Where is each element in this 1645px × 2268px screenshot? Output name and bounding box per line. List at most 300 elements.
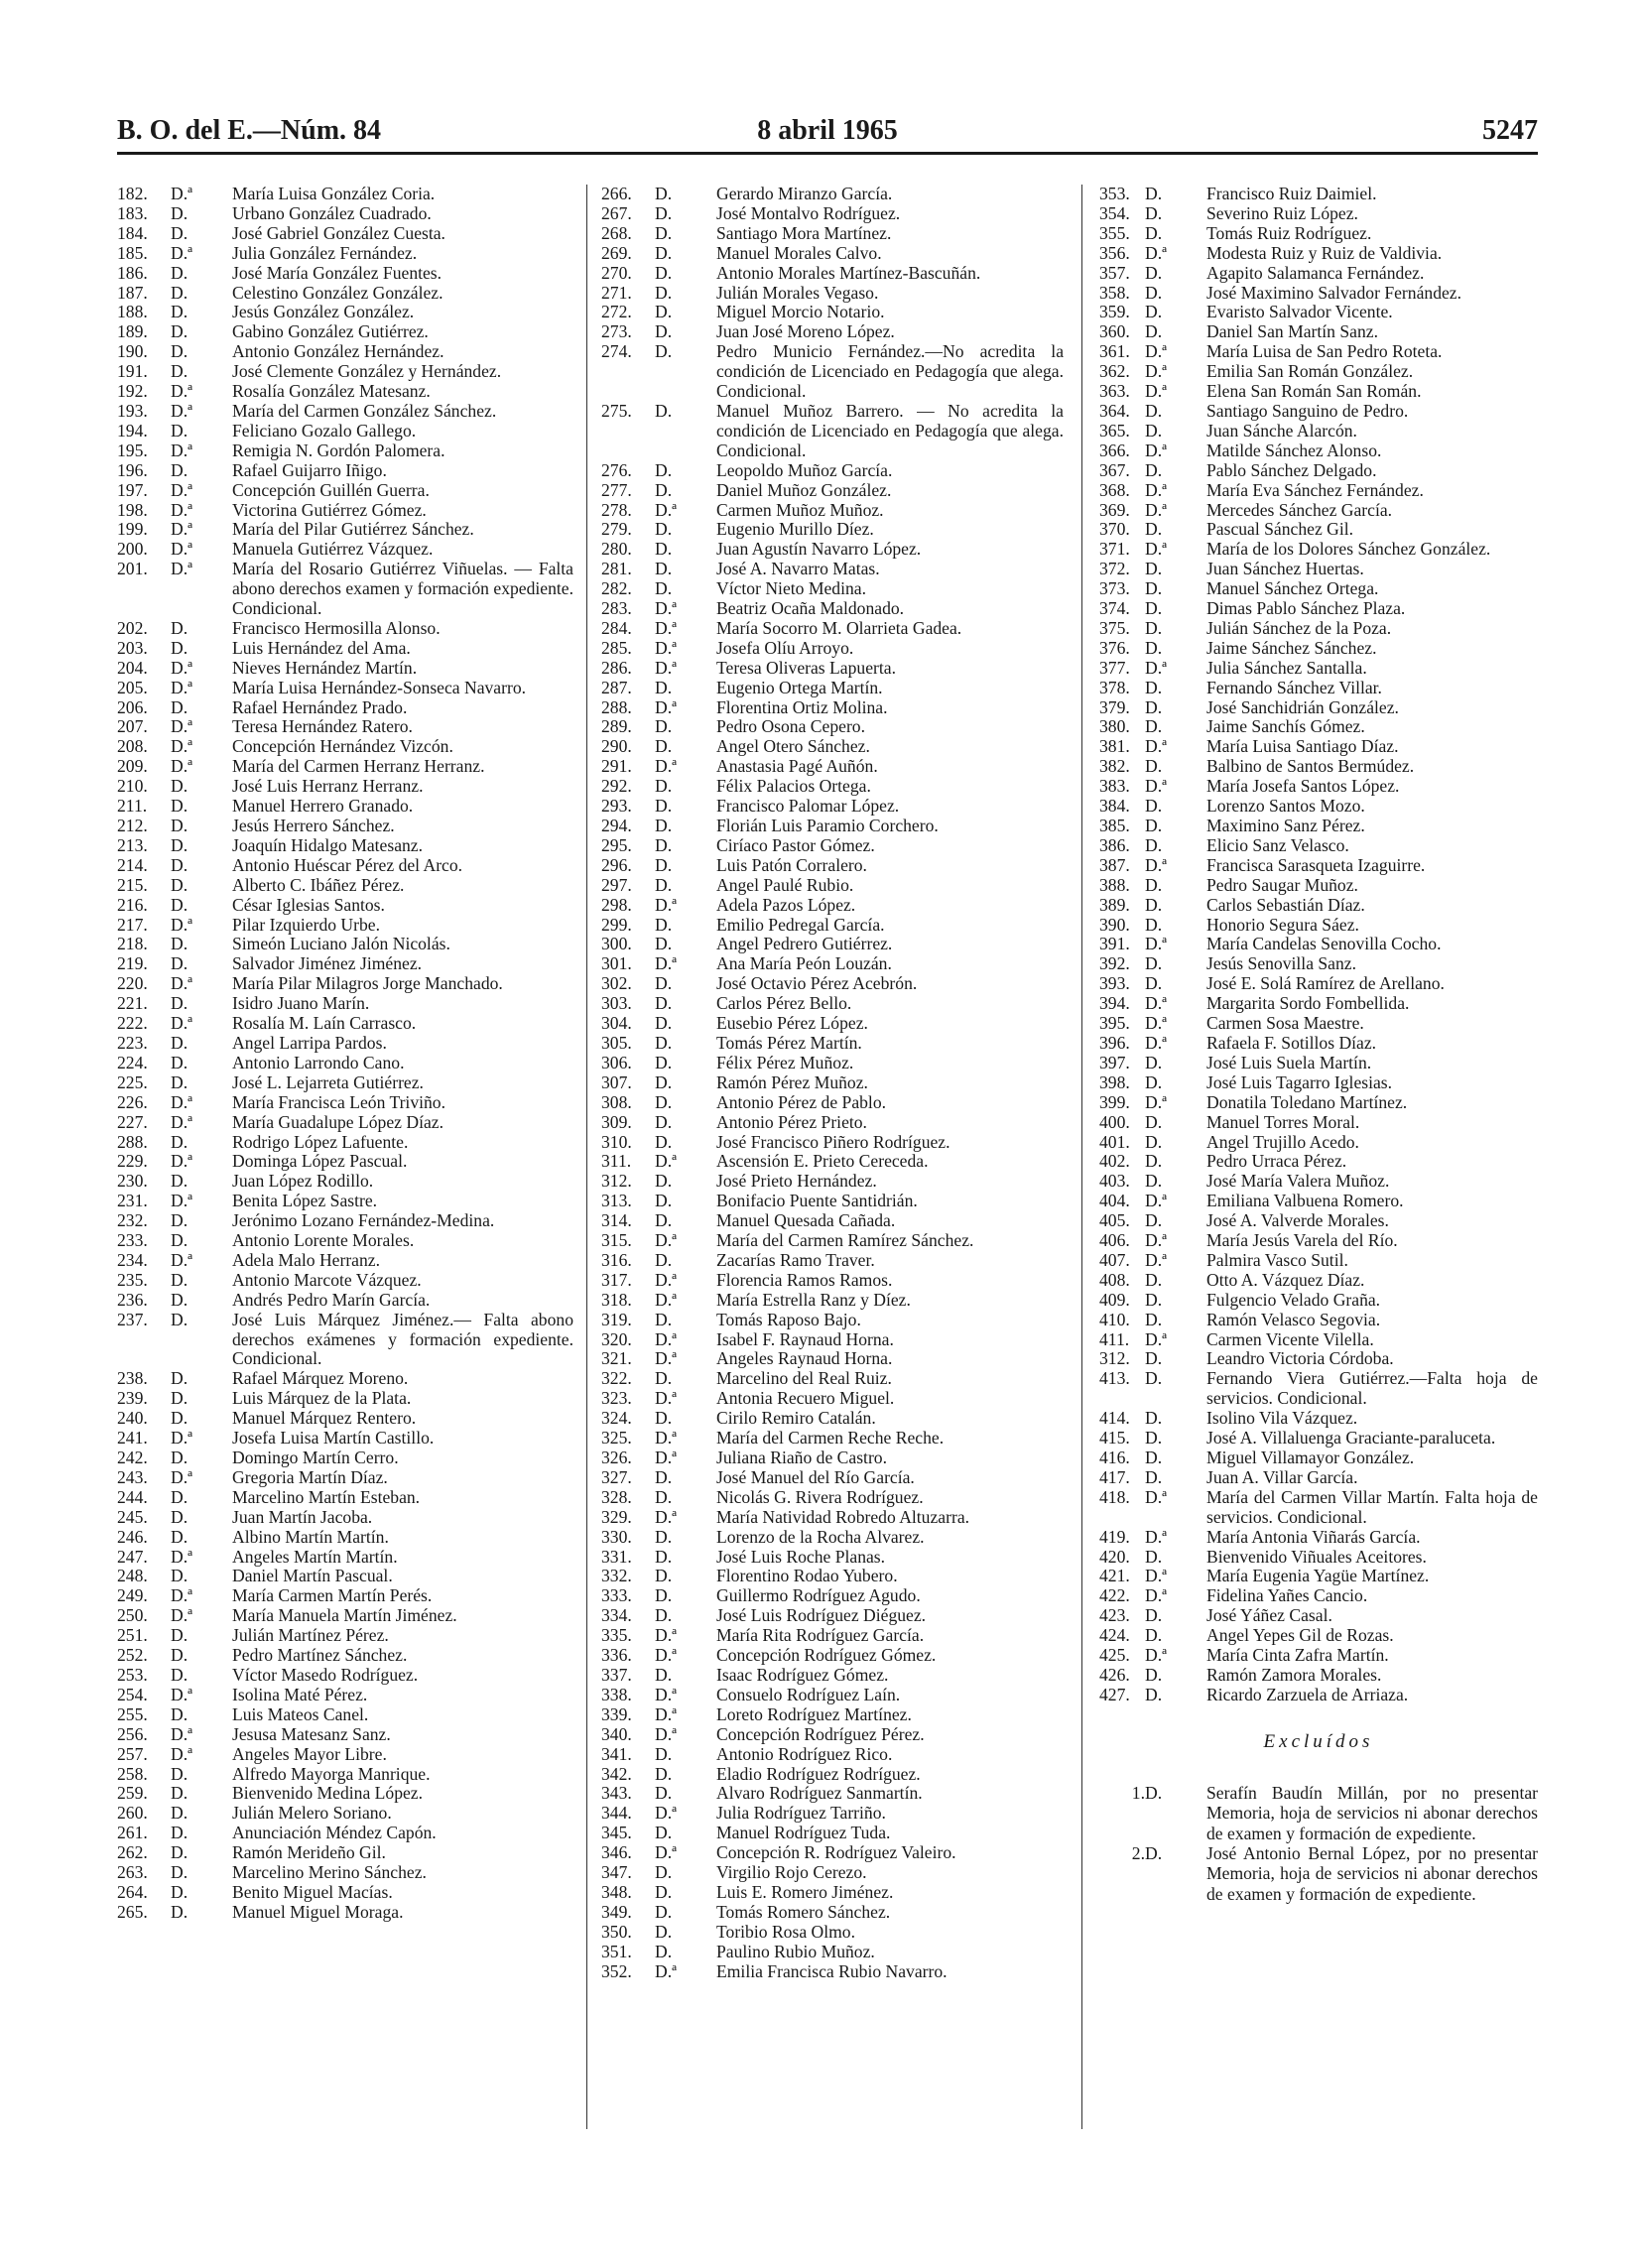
entry-title: D.: [655, 519, 673, 540]
entry-title: D.ª: [171, 400, 192, 421]
entry-title: D.ª: [1145, 934, 1167, 954]
list-item: [1099, 501, 1538, 521]
entry-name: Elena San Román San Román.: [1206, 381, 1422, 402]
entry-name: Benita López Sastre.: [232, 1191, 378, 1211]
list-item: [117, 1054, 573, 1073]
entry-name: Urbano González Cuadrado.: [232, 202, 432, 223]
entry-title: D.: [171, 776, 189, 797]
entry-name: Jerónimo Lozano Fernández-Medina.: [232, 1210, 495, 1231]
entry-title: D.ª: [1145, 1566, 1167, 1586]
entry-number: 349.: [601, 1901, 632, 1922]
entry-name: José Luis Rodríguez Diéguez.: [716, 1605, 927, 1626]
entry-name: Alvaro Rodríguez Sanmartín.: [716, 1783, 923, 1804]
entry-title: D.ª: [1145, 479, 1167, 500]
entry-name: Juan López Rodillo.: [232, 1171, 374, 1192]
entry-title: D.: [171, 834, 189, 855]
list-item: [601, 1962, 1064, 1982]
entry-name: Emilia San Román González.: [1206, 361, 1414, 382]
entry-title: D.: [655, 1862, 673, 1883]
list-item: [601, 1291, 1064, 1311]
entry-name: Leandro Victoria Córdoba.: [1206, 1348, 1394, 1369]
entry-title: D.ª: [1145, 1013, 1167, 1034]
entry-number: 257.: [117, 1743, 148, 1764]
entry-title: D.: [655, 341, 673, 362]
entry-name: Paulino Rubio Muñoz.: [716, 1941, 875, 1961]
entry-name: Evaristo Salvador Vicente.: [1206, 302, 1393, 322]
list-item: [117, 954, 573, 974]
entry-number: 2.: [1131, 1843, 1145, 1863]
entry-name: Concepción Rodríguez Gómez.: [716, 1645, 937, 1666]
entry-name: Salvador Jiménez Jiménez.: [232, 953, 423, 974]
entry-number: 361.: [1099, 341, 1130, 362]
entry-title: D.: [655, 1309, 673, 1329]
entry-title: D.: [655, 1783, 673, 1804]
entry-title: D.: [1145, 1348, 1163, 1369]
entry-title: D.: [1145, 973, 1163, 994]
entry-name: Rosalía M. Laín Carrasco.: [232, 1013, 417, 1034]
entry-title: D.ª: [655, 499, 677, 520]
entry-name: Pedro Municio Fernández.—No acredita la condición de Licenciado en Pedagogía que alega. Condicional.: [716, 341, 1064, 402]
list-item: [1099, 1646, 1538, 1666]
entry-title: D.: [655, 400, 673, 421]
list-item: [1099, 1093, 1538, 1113]
entry-name: Angel Pedrero Gutiérrez.: [716, 934, 893, 954]
list-item: [1099, 679, 1538, 698]
entry-name: Daniel Muñoz González.: [716, 479, 892, 500]
entry-name: Rosalía González Matesanz.: [232, 381, 431, 402]
entry-name: Celestino González González.: [232, 282, 443, 303]
entry-number: 370.: [1099, 519, 1130, 540]
list-item: [1099, 560, 1538, 579]
entry-number: 381.: [1099, 736, 1130, 757]
list-item: [117, 540, 573, 560]
entry-number: 203.: [117, 637, 148, 658]
list-item: [601, 540, 1064, 560]
entry-name: Florián Luis Paramio Corchero.: [716, 816, 939, 835]
list-item: [1099, 994, 1538, 1014]
list-item: [601, 1883, 1064, 1903]
entry-name: José Manuel del Río García.: [716, 1466, 915, 1487]
list-item: [1099, 659, 1538, 679]
entry-number: 404.: [1099, 1191, 1130, 1211]
entry-name: Carmen Muñoz Muñoz.: [716, 499, 884, 520]
entry-number: 222.: [117, 1013, 148, 1034]
list-item: [1099, 1429, 1538, 1449]
entry-name: María Eva Sánchez Fernández.: [1206, 479, 1424, 500]
list-item: [601, 1014, 1064, 1034]
list-item: [601, 322, 1064, 342]
entry-name: Dominga López Pascual.: [232, 1151, 408, 1172]
list-item: [1099, 717, 1538, 737]
list-item: [601, 817, 1064, 836]
entry-name: Juan Sánchez Huertas.: [1206, 559, 1364, 579]
list-item: [117, 1429, 573, 1449]
entry-title: D.ª: [655, 1723, 677, 1744]
entry-title: D.: [1145, 756, 1163, 777]
entry-title: D.: [655, 1941, 673, 1961]
entry-number: 344.: [601, 1803, 632, 1824]
entry-title: D.ª: [1145, 341, 1167, 362]
entry-number: 208.: [117, 736, 148, 757]
entry-number: 278.: [601, 499, 632, 520]
entry-number: 264.: [117, 1881, 148, 1902]
entry-number: 320.: [601, 1328, 632, 1349]
list-item: [601, 797, 1064, 817]
list-item: [117, 817, 573, 836]
list-item: [1099, 1666, 1538, 1686]
entry-name: José Luis Tagarro Iglesias.: [1206, 1071, 1393, 1092]
entry-title: D.: [655, 677, 673, 697]
entry-name: Francisco Hermosilla Alonso.: [232, 617, 441, 638]
entry-title: D.ª: [655, 1842, 677, 1863]
entry-title: D.: [171, 1052, 189, 1072]
entry-title: D.: [655, 1171, 673, 1192]
entry-title: D.: [1145, 874, 1163, 895]
list-item: [117, 1389, 573, 1409]
entry-number: 263.: [117, 1862, 148, 1883]
entry-number: 213.: [117, 834, 148, 855]
entry-number: 192.: [117, 381, 148, 402]
entry-name: Manuel Muñoz Barrero. — No acredita la condición de Licenciado en Pedagogía que alega. Condicional.: [716, 400, 1064, 460]
entry-title: D.: [171, 1408, 189, 1429]
list-item: [1099, 204, 1538, 224]
entry-name: Antonio Morales Martínez-Bascuñán.: [716, 262, 981, 283]
list-item: [1099, 1488, 1538, 1528]
entry-number: 317.: [601, 1269, 632, 1290]
entry-name: Pedro Saugar Muñoz.: [1206, 874, 1358, 895]
entry-title: D.: [171, 1289, 189, 1310]
entry-title: D.: [1145, 1546, 1163, 1567]
list-item: [1099, 441, 1538, 461]
entry-title: D.: [655, 1546, 673, 1567]
list-item: [1099, 481, 1538, 501]
list-item: [1099, 1231, 1538, 1251]
entry-title: D.ª: [655, 1230, 677, 1251]
entry-title: D.: [1145, 1171, 1163, 1192]
list-item: [1099, 737, 1538, 757]
entry-title: D.ª: [171, 1723, 192, 1744]
entry-number: 245.: [117, 1506, 148, 1527]
entry-title: D.: [655, 1486, 673, 1507]
list-item: [1099, 362, 1538, 382]
entry-number: 380.: [1099, 716, 1130, 737]
entry-name: María del Carmen Herranz Herranz.: [232, 756, 485, 777]
entry-number: 353.: [1099, 184, 1130, 203]
list-item: [1099, 1449, 1538, 1468]
entry-number: 218.: [117, 934, 148, 954]
list-item: [1099, 1686, 1538, 1705]
list-item: [117, 1686, 573, 1705]
entry-number: 333.: [601, 1585, 632, 1606]
entry-title: D.ª: [171, 1546, 192, 1567]
entry-title: D.ª: [171, 677, 192, 697]
entry-title: D.: [1145, 677, 1163, 697]
entry-title: D.ª: [171, 1111, 192, 1132]
entry-name: Pedro Urraca Pérez.: [1206, 1151, 1347, 1172]
entry-title: D.ª: [1145, 776, 1167, 797]
entry-name: Rafael Guijarro Iñigo.: [232, 459, 387, 480]
entry-name: Joaquín Hidalgo Matesanz.: [232, 834, 424, 855]
list-item: [117, 1567, 573, 1586]
entry-title: D.: [171, 1388, 189, 1409]
entry-number: 384.: [1099, 796, 1130, 817]
list-item: [1099, 757, 1538, 777]
entry-number: 226.: [117, 1091, 148, 1112]
entry-number: 239.: [117, 1388, 148, 1409]
entry-title: D.ª: [171, 973, 192, 994]
entry-number: 352.: [601, 1960, 632, 1981]
list-item: [117, 1251, 573, 1271]
entry-title: D.: [1145, 796, 1163, 817]
list-item: [601, 1113, 1064, 1133]
entry-name: José Prieto Hernández.: [716, 1171, 877, 1192]
entry-title: D.: [655, 736, 673, 757]
entry-number: 220.: [117, 973, 148, 994]
list-item: [601, 1824, 1064, 1843]
entry-name: Beatriz Ocaña Maldonado.: [716, 598, 905, 619]
entry-title: D.: [1145, 816, 1163, 835]
list-column-3: [1099, 185, 1538, 1904]
entry-name: María Manuela Martín Jiménez.: [232, 1605, 457, 1626]
entry-name: Serafín Baudín Millán, por no presentar Memoria, hoja de servicios ni abonar derechos de examen y formación de expediente.: [1206, 1782, 1538, 1843]
list-item: [601, 1606, 1064, 1626]
entry-number: 273.: [601, 321, 632, 342]
entry-name: Santiago Mora Martínez.: [716, 222, 892, 243]
entry-number: 276.: [601, 459, 632, 480]
entry-title: D.ª: [1145, 361, 1167, 382]
entry-name: Ramón Velasco Segovia.: [1206, 1309, 1381, 1329]
list-item: [1099, 698, 1538, 718]
entry-name: Gregoria Martín Díaz.: [232, 1466, 388, 1487]
entry-title: D.: [171, 1309, 189, 1329]
entry-name: Francisco Ruiz Daimiel.: [1206, 184, 1377, 203]
entry-number: 238.: [117, 1368, 148, 1389]
list-item: [1099, 1251, 1538, 1271]
entry-number: 258.: [117, 1763, 148, 1784]
entry-title: D.: [1145, 914, 1163, 935]
entry-name: Anastasia Pagé Auñón.: [716, 756, 878, 777]
list-item: [117, 1903, 573, 1923]
entry-title: D.ª: [1145, 1032, 1167, 1053]
list-item: [601, 777, 1064, 797]
entry-number: 383.: [1099, 776, 1130, 797]
entry-number: 385.: [1099, 816, 1130, 835]
list-item: [117, 757, 573, 777]
entry-number: 269.: [601, 242, 632, 263]
list-item: [601, 481, 1064, 501]
list-item: [117, 777, 573, 797]
entry-number: 373.: [1099, 578, 1130, 599]
entry-title: D.: [1145, 1664, 1163, 1685]
entry-number: 420.: [1099, 1546, 1130, 1567]
list-item: [601, 659, 1064, 679]
entry-number: 282.: [601, 578, 632, 599]
entry-number: 378.: [1099, 677, 1130, 697]
entry-title: D.ª: [171, 1013, 192, 1034]
list-item: [1099, 1073, 1538, 1093]
list-item: [117, 284, 573, 304]
list-item: [1099, 224, 1538, 244]
entry-number: 406.: [1099, 1230, 1130, 1251]
entry-number: 202.: [117, 617, 148, 638]
entry-name: Luis Márquez de la Plata.: [232, 1388, 412, 1409]
entry-number: 388.: [1099, 874, 1130, 895]
entry-title: D.: [1145, 1151, 1163, 1172]
entry-number: 427.: [1099, 1684, 1130, 1704]
list-item: [117, 1172, 573, 1192]
entry-number: 288.: [117, 1131, 148, 1152]
list-item: [601, 1073, 1064, 1093]
entry-title: D.ª: [655, 756, 677, 777]
entry-name: Eusebio Pérez López.: [716, 1013, 868, 1034]
list-item: [117, 520, 573, 540]
entry-title: D.: [655, 1526, 673, 1547]
entry-number: 329.: [601, 1506, 632, 1527]
entry-name: Ricardo Zarzuela de Arriaza.: [1206, 1684, 1409, 1704]
entry-title: D.: [1145, 1368, 1163, 1389]
entry-title: D.ª: [655, 1960, 677, 1981]
list-item: [601, 1666, 1064, 1686]
list-item: [601, 1488, 1064, 1508]
list-item: [1099, 1330, 1538, 1350]
list-item: [1099, 1548, 1538, 1568]
entry-name: José Antonio Bernal López, por no presentar Memoria, hoja de servicios ni abonar derechos de examen y formación de expediente.: [1206, 1843, 1538, 1904]
list-item: [601, 402, 1064, 461]
column-divider: [586, 185, 587, 2129]
entry-title: D.: [171, 361, 189, 382]
entry-number: 279.: [601, 519, 632, 540]
entry-name: Adela Malo Herranz.: [232, 1249, 380, 1270]
entry-name: Jaime Sanchís Gómez.: [1206, 716, 1365, 737]
entry-name: Fidelina Yañes Cancio.: [1206, 1585, 1368, 1606]
entry-name: Carmen Sosa Maestre.: [1206, 1013, 1364, 1034]
entry-title: D.: [1145, 459, 1163, 480]
list-item: [601, 501, 1064, 521]
entry-title: D.: [171, 1171, 189, 1192]
entry-number: 367.: [1099, 459, 1130, 480]
list-item: [117, 856, 573, 876]
entry-name: José A. Valverde Morales.: [1206, 1210, 1389, 1231]
list-item: [1099, 797, 1538, 817]
entry-name: Angel Trujillo Acedo.: [1206, 1131, 1359, 1152]
entry-name: María Eugenia Yagüe Martínez.: [1206, 1566, 1430, 1586]
issue-date: 8 abril 1965: [757, 115, 898, 146]
entry-title: D.: [171, 1566, 189, 1586]
entry-title: D.: [171, 796, 189, 817]
entry-title: D.: [655, 854, 673, 875]
entry-number: 193.: [117, 400, 148, 421]
entry-name: Julián Martínez Pérez.: [232, 1625, 389, 1646]
list-item: [1099, 520, 1538, 540]
entry-name: Concepción Guillén Guerra.: [232, 479, 430, 500]
entry-name: Juliana Riaño de Castro.: [716, 1448, 887, 1467]
entry-title: D.ª: [1145, 657, 1167, 678]
list-item: [601, 1626, 1064, 1646]
entry-name: Concepción R. Rodríguez Valeiro.: [716, 1842, 956, 1863]
entry-title: D.: [655, 302, 673, 322]
list-item: [1099, 639, 1538, 659]
entry-number: 199.: [117, 519, 148, 540]
entry-number: 215.: [117, 874, 148, 895]
entry-number: 360.: [1099, 321, 1130, 342]
entry-title: D.: [1145, 1843, 1163, 1863]
entry-number: 187.: [117, 282, 148, 303]
list-item: [601, 1211, 1064, 1231]
entry-name: Maximino Sanz Pérez.: [1206, 816, 1365, 835]
entry-number: 424.: [1099, 1625, 1130, 1646]
entry-number: 394.: [1099, 993, 1130, 1014]
entry-number: 274.: [601, 341, 632, 362]
list-item: [601, 679, 1064, 698]
entry-number: 408.: [1099, 1269, 1130, 1290]
entry-name: Josefa Olíu Arroyo.: [716, 637, 854, 658]
entry-number: 319.: [601, 1309, 632, 1329]
entry-name: María Cinta Zafra Martín.: [1206, 1645, 1389, 1666]
entry-title: D.: [171, 1368, 189, 1389]
entry-name: Florentino Rodao Yubero.: [716, 1566, 898, 1586]
entry-title: D.: [1145, 1131, 1163, 1152]
list-item: [601, 916, 1064, 936]
entry-title: D.: [655, 973, 673, 994]
entry-number: 231.: [117, 1191, 148, 1211]
entry-number: 359.: [1099, 302, 1130, 322]
entry-title: D.: [655, 202, 673, 223]
entry-number: 265.: [117, 1901, 148, 1922]
entry-name: María Jesús Varela del Río.: [1206, 1230, 1398, 1251]
list-item: [117, 185, 573, 204]
entry-title: D.ª: [655, 1803, 677, 1824]
entry-number: 250.: [117, 1605, 148, 1626]
entry-name: José A. Navarro Matas.: [716, 559, 880, 579]
list-item: [601, 303, 1064, 322]
list-item: [601, 1686, 1064, 1705]
entry-number: 377.: [1099, 657, 1130, 678]
entry-number: 266.: [601, 184, 632, 203]
list-item: [117, 481, 573, 501]
list-item: [601, 1409, 1064, 1429]
entry-title: D.: [655, 539, 673, 560]
entry-title: D.: [171, 1881, 189, 1902]
entry-title: D.: [1145, 1269, 1163, 1290]
entry-number: 292.: [601, 776, 632, 797]
entry-name: Fernando Viera Gutiérrez.—Falta hoja de servicios. Condicional.: [1206, 1368, 1538, 1409]
list-item: [601, 639, 1064, 659]
entry-number: 343.: [601, 1783, 632, 1804]
entry-number: 312.: [1099, 1348, 1130, 1369]
entry-name: Isaac Rodríguez Gómez.: [716, 1664, 889, 1685]
list-item: [601, 1528, 1064, 1548]
entry-name: Manuel Morales Calvo.: [716, 242, 882, 263]
list-item: [1099, 1311, 1538, 1330]
entry-number: 421.: [1099, 1566, 1130, 1586]
entry-name: Juan Agustín Navarro López.: [716, 539, 922, 560]
entry-number: 299.: [601, 914, 632, 935]
list-item: [1099, 579, 1538, 599]
entry-name: Rafaela F. Sotillos Díaz.: [1206, 1032, 1377, 1053]
bulletin-reference: B. O. del E.—Núm. 84: [117, 115, 382, 146]
entry-title: D.: [655, 1032, 673, 1053]
entry-number: 303.: [601, 993, 632, 1014]
entry-title: D.ª: [171, 1191, 192, 1211]
entry-title: D.: [655, 578, 673, 599]
entry-number: 426.: [1099, 1664, 1130, 1685]
list-item: [601, 284, 1064, 304]
entry-number: 336.: [601, 1645, 632, 1666]
list-item: [117, 619, 573, 639]
entry-number: 259.: [117, 1783, 148, 1804]
entry-title: D.: [1145, 184, 1163, 203]
entry-number: 391.: [1099, 934, 1130, 954]
